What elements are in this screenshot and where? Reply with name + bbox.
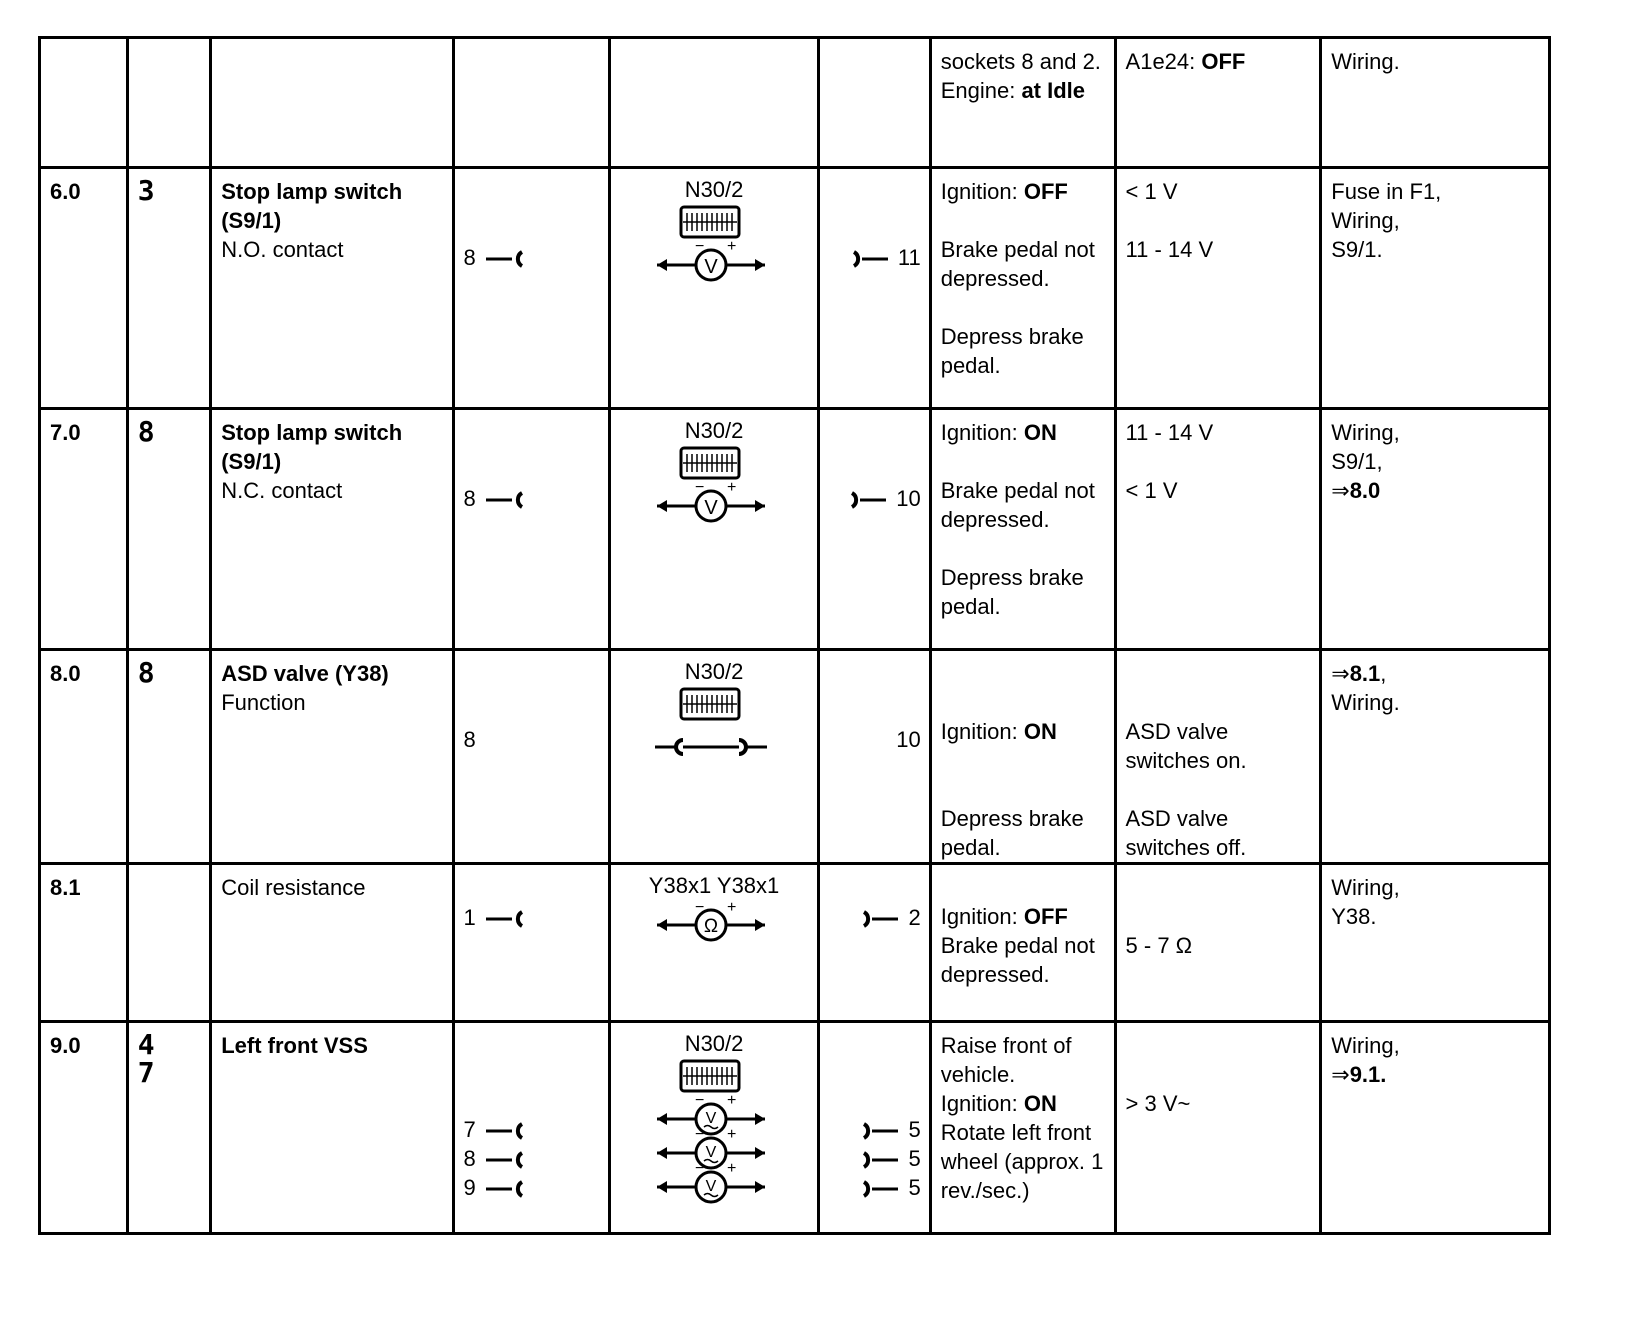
- remedy-cell: Fuse in F1, Wiring, S9/1.: [1321, 168, 1550, 409]
- remedy-cell: ⇒8.1, Wiring.: [1321, 650, 1550, 864]
- svg-text:V: V: [704, 497, 718, 519]
- pin-right-cell: [818, 38, 930, 168]
- svg-text:−: −: [695, 238, 705, 255]
- svg-text:−: −: [695, 1160, 705, 1177]
- meter-cell: [610, 38, 819, 168]
- code-cell: [127, 38, 211, 168]
- pin-left-cell: [453, 409, 610, 650]
- pin-right: 10: [846, 484, 921, 513]
- conditions-cell: [930, 38, 1115, 168]
- table-row: [40, 38, 1550, 168]
- pin-left: 8: [464, 243, 526, 272]
- step-number: 6.0: [40, 168, 128, 409]
- code-cell: [127, 168, 211, 409]
- conditions-cell: Ignition: ON Depress brake pedal.: [930, 650, 1115, 864]
- ac-voltmeter-icon: [611, 1057, 811, 1207]
- nominal-cell: ASD valve switches on. ASD valve switches off.: [1115, 650, 1321, 864]
- pin-left: 8: [464, 484, 526, 513]
- voltmeter-icon: [611, 203, 811, 289]
- nominal-cell: > 3 V~: [1115, 1022, 1321, 1234]
- condition-line: Engine: at Idle: [940, 78, 1086, 103]
- ohmmeter-icon: [611, 899, 811, 945]
- svg-text:+: +: [727, 1092, 737, 1109]
- nominal-cell: 11 - 14 V < 1 V: [1115, 409, 1321, 650]
- step-link[interactable]: 8.0: [1349, 478, 1381, 503]
- svg-text:V: V: [704, 256, 718, 278]
- conditions-cell: Raise front of vehicle. Ignition: ON Rotate left front wheel (approx. 1 rev./sec.): [930, 1022, 1115, 1234]
- condition-line: sockets 8 and 2.: [940, 49, 1101, 74]
- plug-right-icon: [858, 909, 902, 929]
- svg-text:+: +: [727, 479, 737, 496]
- device-label: N30/2: [684, 177, 744, 202]
- test-cell: Stop lamp switch (S9/1) N.C. contact: [211, 409, 453, 650]
- code-cell: [127, 409, 211, 650]
- pin-right: 10: [896, 727, 921, 752]
- pin-right-cell: [818, 864, 930, 1022]
- blink-code: 4: [137, 1028, 155, 1061]
- device-label: N30/2: [684, 659, 744, 684]
- test-cell: ASD valve (Y38) Function: [211, 650, 453, 864]
- step-number: 7.0: [40, 409, 128, 650]
- table-row: [40, 168, 1550, 409]
- svg-text:+: +: [727, 1126, 737, 1143]
- step-number: 9.0: [40, 1022, 128, 1234]
- code-cell: [127, 1022, 211, 1234]
- pin-right: 5: [858, 1144, 920, 1173]
- step-number: 8.1: [40, 864, 128, 1022]
- nominal-cell: < 1 V 11 - 14 V: [1115, 168, 1321, 409]
- meter-cell: [610, 1022, 819, 1234]
- step-number: 8.0: [40, 650, 128, 864]
- table-row: [40, 650, 1550, 864]
- pin-right: 11: [848, 243, 921, 272]
- svg-text:+: +: [727, 1160, 737, 1177]
- svg-text:−: −: [695, 899, 705, 916]
- svg-text:+: +: [727, 238, 737, 255]
- remedy-cell: Wiring, ⇒9.1.: [1321, 1022, 1550, 1234]
- pin-left-cell: [453, 864, 610, 1022]
- plug-right-icon: [858, 1121, 902, 1141]
- svg-text:+: +: [727, 899, 737, 916]
- test-cell: [211, 38, 453, 168]
- table-row: [40, 409, 1550, 650]
- plug-right-icon: [858, 1179, 902, 1199]
- svg-text:−: −: [695, 1126, 705, 1143]
- pin-left-cell: [453, 38, 610, 168]
- step-link[interactable]: 8.1: [1349, 661, 1381, 686]
- remedy-cell: Wiring, S9/1, ⇒8.0: [1321, 409, 1550, 650]
- pin-left: 7: [464, 1115, 526, 1144]
- device-label: N30/2: [684, 1031, 744, 1056]
- pin-right-cell: [818, 650, 930, 864]
- pin-right-cell: [818, 1022, 930, 1234]
- pin-left: 1: [464, 903, 526, 932]
- pin-right: 5: [858, 1173, 920, 1202]
- test-cell: Coil resistance: [211, 864, 453, 1022]
- pin-left-cell: [453, 1022, 610, 1234]
- plug-right-icon: [846, 490, 890, 510]
- pin-right: 5: [858, 1115, 920, 1144]
- plug-left-icon: [482, 249, 526, 269]
- pin-left: 8: [464, 1144, 526, 1173]
- plug-left-icon: [482, 1121, 526, 1141]
- step-cell: [40, 38, 128, 168]
- nominal-cell: A1e24: OFF: [1115, 38, 1321, 168]
- table-row: [40, 1022, 1550, 1234]
- diagnostic-table: [38, 36, 1551, 1235]
- meter-cell: [610, 168, 819, 409]
- plug-left-icon: [482, 490, 526, 510]
- meter-cell: [610, 650, 819, 864]
- plug-right-icon: [858, 1150, 902, 1170]
- svg-text:V: V: [705, 1144, 717, 1161]
- conditions-cell: Ignition: OFF Brake pedal not depressed.: [930, 864, 1115, 1022]
- conditions-cell: Ignition: OFF Brake pedal not depressed. Depress brake pedal.: [930, 168, 1115, 409]
- pin-left: 9: [464, 1173, 526, 1202]
- plug-right-icon: [848, 249, 892, 269]
- table-row: [40, 864, 1550, 1022]
- nominal-cell: 5 - 7 Ω: [1115, 864, 1321, 1022]
- meter-cell: [610, 864, 819, 1022]
- plug-left-icon: [482, 909, 526, 929]
- pin-right-cell: [818, 409, 930, 650]
- pin-left-cell: [453, 650, 610, 864]
- test-cell: Stop lamp switch (S9/1) N.O. contact: [211, 168, 453, 409]
- blink-code: 7: [137, 1056, 155, 1089]
- blink-code: 3: [137, 174, 155, 207]
- code-cell: [127, 650, 211, 864]
- pin-left: 8: [463, 727, 476, 752]
- code-cell: [127, 864, 211, 1022]
- svg-text:−: −: [695, 479, 705, 496]
- svg-text:V: V: [705, 1178, 717, 1195]
- device-label: N30/2: [684, 418, 744, 443]
- plug-left-icon: [482, 1150, 526, 1170]
- svg-text:−: −: [695, 1092, 705, 1109]
- voltmeter-icon: [611, 444, 811, 530]
- blink-code: 8: [137, 415, 155, 448]
- svg-text:V: V: [705, 1110, 717, 1127]
- step-link[interactable]: 9.1.: [1349, 1062, 1387, 1087]
- plug-left-icon: [482, 1179, 526, 1199]
- blink-code: 8: [137, 656, 155, 689]
- jumper-wire-icon: [611, 685, 811, 771]
- remedy-cell: Wiring, Y38.: [1321, 864, 1550, 1022]
- svg-text:Ω: Ω: [704, 916, 719, 937]
- test-cell: Left front VSS: [211, 1022, 453, 1234]
- pin-right-cell: [818, 168, 930, 409]
- meter-cell: [610, 409, 819, 650]
- pin-right: 2: [858, 903, 920, 932]
- pin-left-cell: [453, 168, 610, 409]
- device-label: Y38x1 Y38x1: [648, 873, 780, 898]
- remedy-cell: Wiring.: [1321, 38, 1550, 168]
- conditions-cell: Ignition: ON Brake pedal not depressed. Depress brake pedal.: [930, 409, 1115, 650]
